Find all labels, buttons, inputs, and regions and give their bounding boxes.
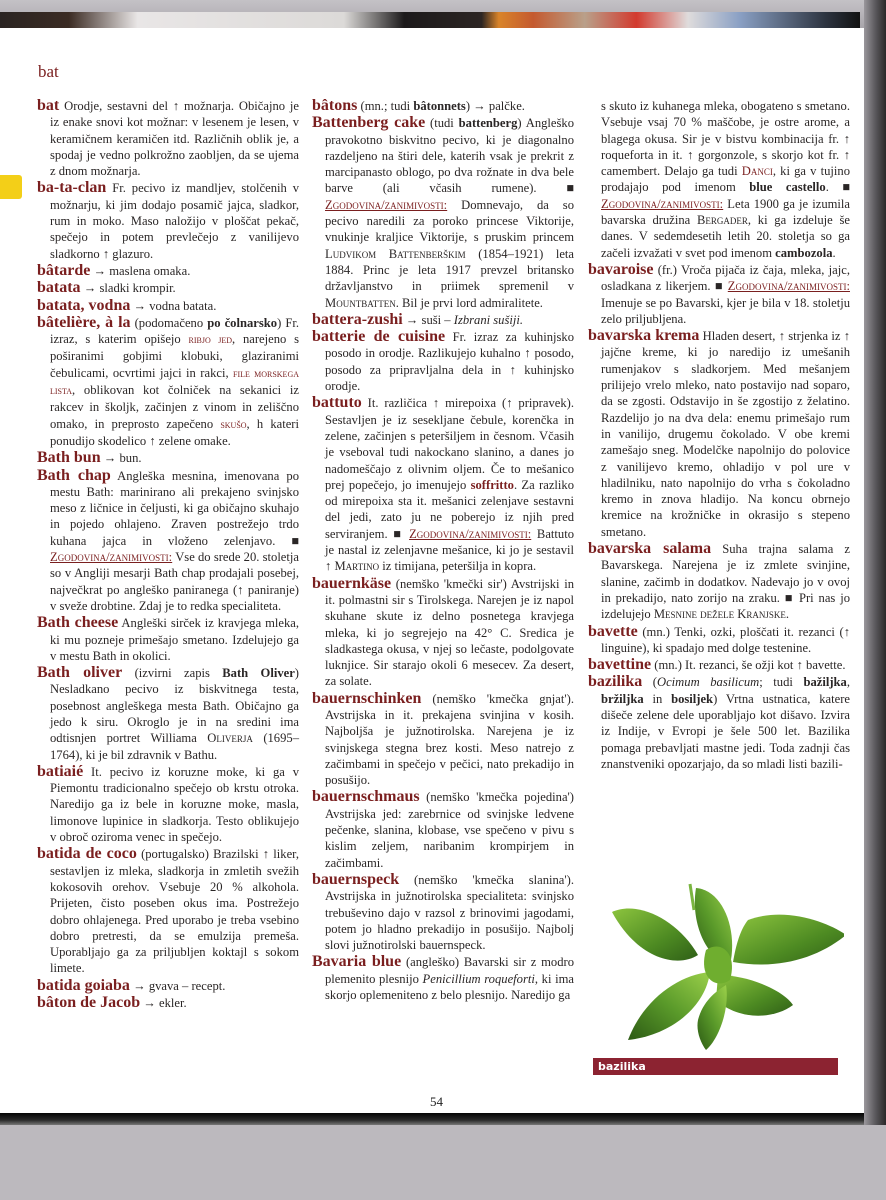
see-also-icon: ↑: [524, 346, 531, 361]
headword: bavette: [588, 622, 638, 640]
cross-reference[interactable]: ribjo jed: [188, 334, 233, 347]
bullet-icon: ■: [714, 279, 728, 294]
headword: bavaroise: [588, 260, 654, 278]
cross-reference[interactable]: bun.: [119, 451, 142, 466]
history-label: Zgodovina/zanimivosti:: [50, 550, 173, 565]
figure-caption: bazilika: [593, 1058, 838, 1075]
cross-reference[interactable]: soffritto: [470, 477, 514, 492]
cross-reference[interactable]: sladki krompir.: [99, 281, 176, 296]
see-also-icon: ↑: [102, 246, 110, 261]
entry-batata-vodna: [37, 298, 299, 314]
headword: bâtons: [312, 97, 358, 114]
entry-batida-goiaba: [37, 978, 299, 994]
bullet-icon: ■: [393, 526, 410, 541]
entry-bauernschmaus: bauernschmaus (nemško 'kmečka pojedina') Avstrijska jed: zarebrnice od svinjske ledvene pečenke, slanina, klobase, vse spečeno v pivu s kislim zeljem, naribanim krompirjem in začimbami.: [312, 788, 574, 870]
headword: bavarska krema: [588, 327, 700, 345]
headword: batida goiaba: [37, 976, 130, 994]
column-2: [312, 98, 574, 1004]
basil-leaves: [612, 884, 844, 1050]
entry-bath-oliver: Bath oliver (izvirni zapis Bath Oliver) Nesladkano pecivo iz biskvitnega testa, posebnost angleškega mesta Bath. Običajno ga jedo k siru. Okroglo je in na sredini ima odtisnjen portret Williama Oliverja (1695–1764), ki je bil zdravnik v Bathu.: [37, 664, 299, 762]
cross-reference[interactable]: gvava – recept.: [148, 978, 226, 993]
cross-reference[interactable]: file morskega lista: [50, 367, 299, 398]
headword: battera-zushi: [312, 310, 403, 328]
cross-reference[interactable]: suši –: [421, 312, 454, 327]
cross-reference[interactable]: maslena omaka.: [109, 263, 191, 278]
headword: bat: [37, 97, 60, 114]
thumb-index-tab: [0, 175, 22, 199]
arrow-icon: →: [130, 298, 150, 313]
entry-bavette: bavette (mn.) Tenki, ozki, ploščati it. rezanci (↑ linguine), ki spadajo med dolge testenine.: [588, 622, 850, 655]
entry-bath-chap: Bath chap Angleška mesnina, imenovana po mestu Bath: marinirano ali prekajeno svinjsko meso z ličnice in čeljusti, ki ga običajno skuhajo in pojedo ohlajeno. Zraven postrežejo trdo kuhana jajca in vloženo zelenjavo. ■ Zgodovina/zanimivosti: Vse do srede 20. stoletja so v Angliji mesarji Bath chap prodajali posebej, največkrat po angleško paniranega (↑ paniranje) v sveže drobtine. Zdaj je to redka specialiteta.: [37, 466, 299, 613]
book-right-edge: [864, 0, 886, 1200]
bullet-icon: ■: [842, 180, 850, 195]
history-label: Zgodovina/zanimivosti:: [727, 279, 850, 294]
bullet-icon: ■: [291, 533, 299, 548]
headword: batiaié: [37, 762, 84, 780]
see-also-icon: ↑: [778, 329, 786, 344]
headword: Bavaria blue: [312, 953, 402, 971]
entry-bavarska-krema: bavarska krema Hladen desert, ↑ strjenka iz ↑ jajčne kreme, ki jo naredijo iz umešanih rumenjakov s sladkorjem. Med mešanjem prilijejo vrelo mleko, nato postavijo nad soparo, da se zgosti. Odstavijo in še zgostijo z želatino. Razdelijo jo na dva dela: enemu primešajo rum in vanilijo, drugemu čokolado. V obe kremi zamešajo sneg. Modelčke napolnijo do polovice z vanilijevo kremo, ohladijo v pol ure v hladilniku, nato napolnijo do vrha s čokoladno kremo in znova hladijo. Na koncu obrnejo kremice na krožničke in okrasijo s stepeno smetano.: [588, 327, 851, 539]
history-label: Zgodovina/zanimivosti:: [601, 196, 724, 211]
arrow-icon: →: [140, 996, 160, 1011]
entry-bavaroise: bavaroise (fr.) Vroča pijača iz čaja, mleka, jajc, osladkana z likerjem. ■ Zgodovina/zanimivosti: Imenuje se po Bavarski, kjer je bila v 18. stoletju zelo priljubljena.: [588, 260, 850, 326]
cross-reference[interactable]: Danci: [741, 164, 773, 179]
headword: Bath cheese: [37, 614, 119, 632]
headword: Bath bun: [37, 449, 101, 467]
arrow-icon: →: [90, 263, 110, 278]
cross-reference[interactable]: skušo: [220, 418, 247, 431]
entry-batterie-de-cuisine: batterie de cuisine Fr. izraz za kuhinjsko posodo in orodje. Razlikujejo kuhalno ↑ posodo, posodo za pripravljalna dela in ↑ kuhinjsko orodje.: [312, 328, 574, 394]
entry-bazilika: bazilika (Ocimum basilicum; tudi bažiljka, bržiljka in bosiljek) Vrtna ustnatica, katere dišeče zelene dele uporabljajo kot dišavo. Izvira iz Indije, v Evropi je šele 500 let. Bazilika pomaga prebavljati mastne jedi. Toda zadnji čas znanstveniki opozarjajo, da so mladi listi bazili-: [588, 673, 851, 771]
entry-batida-de-coco: batida de coco (portugalsko) Brazilski ↑ liker, sestavljen iz mleka, sladkorja in zmletih svežih kokosovih orehov. Vsebuje 20 % alkohola. Prijeten, čisto poseben okus ima. Postrežejo dobro ohlajenega. Pred uporabo je treba vsebino dobro pretresti, da se emulzija premeša. Uporabljajo ga za priljubljen koktajl s sokom limete.: [37, 845, 299, 976]
cross-reference[interactable]: ekler.: [159, 996, 187, 1011]
arrow-icon: →: [470, 99, 489, 113]
entry-batiaie: batiaié It. pecivo iz koruzne moke, ki ga v Piemontu tradicionalno spečejo ob krstu otroka. Naredijo ga iz bele in koruzne moke, masla, limonove lupinice in sladkorja. Testo oblikujejo v obroč oziroma venec in spečejo.: [37, 762, 299, 845]
cross-reference[interactable]: vodna batata.: [149, 298, 217, 313]
entry-batata: [37, 280, 299, 296]
entry-bavaria-blue: Bavaria blue (angleško) Bavarski sir z modro plemenito plesnijo Penicillium roqueforti, ki ima skorjo oplemeniteno z belo plesnijo. Naredijo ga: [312, 953, 575, 1003]
see-also-icon: ↑: [262, 847, 270, 862]
headword: batata, vodna: [37, 296, 131, 314]
headword: bavettine: [588, 656, 652, 674]
see-also-icon: ↑: [843, 131, 850, 146]
basil-illustration: [598, 880, 844, 1072]
headword: bauernschinken: [312, 689, 422, 707]
entry-bavaria-blue-continued: s skuto iz kuhanega mleka, obogateno s smetano. Vsebuje vsaj 70 % maščobe, je ostre arome, a blagega okusa. Sir je v bistvu kombinacija fr. ↑ roqueforta in it. ↑ gorgonzole, s skorjo kot fr. ↑ camembert. Delajo ga tudi Danci, ki ga v tujino prodajajo pod imenom blue castello. ■ Zgodovina/zanimivosti: Leta 1900 ga je izumila bavarska družina Bergader, ki ga izdeluje še danes. V sedemdesetih letih 20. stoletja so ga začeli izvažati v svet pod imenom cambozola.: [601, 99, 851, 260]
see-also-icon: ↑: [506, 396, 513, 411]
headword: bauernspeck: [312, 870, 400, 888]
see-also-icon: ↑: [432, 396, 440, 411]
see-also-icon: ↑: [149, 433, 156, 448]
entry-batons: bâtons (mn.; tudi bâtonnets) → palčke.: [312, 97, 525, 114]
entry-battera-zushi: battera-zushi → suši – Izbrani sušiji.: [312, 310, 524, 328]
headword: ba-ta-clan: [37, 179, 107, 197]
headword: batterie de cuisine: [312, 328, 446, 346]
headword: battuto: [312, 394, 362, 412]
headword: bâtelière, à la: [37, 313, 131, 331]
book-bottom-edge: [0, 1113, 864, 1125]
see-also-icon: ↑: [843, 624, 850, 639]
history-label: Zgodovina/zanimivosti:: [325, 197, 448, 212]
headword: bâtarde: [37, 261, 91, 279]
entry-ba-ta-clan: ba-ta-clan Fr. pecivo iz mandljev, stolčenih v možnarju, ki jim dodajo posamič jajca, sladkor, rum in moko. Maso naložijo v ploščat pekač, spečejo in potem prevlečejo z vanilijevo sladkorno ↑ glazuro.: [37, 179, 299, 261]
see-also-icon: ↑: [687, 147, 694, 162]
entry-bauernspeck: bauernspeck (nemško 'kmečka slanina'). Avstrijska in južnotirolska specialiteta: svinjsko trebuševino dajo v razsol z brinovimi jagodami, potem jo hladno prekadijo in posušijo. Najbolj slovi južnotirolski bauernspeck.: [312, 870, 574, 953]
headword: bazilika: [588, 673, 643, 691]
see-also-icon: ↑: [172, 99, 180, 113]
see-also-icon: ↑: [237, 582, 244, 597]
cross-reference[interactable]: palčke.: [488, 99, 525, 113]
headword: batida de coco: [37, 845, 137, 863]
running-head: bat: [38, 62, 59, 81]
arrow-icon: →: [100, 451, 120, 466]
entry-bat: bat Orodje, sestavni del ↑ možnarja. Običajno je iz enake snovi kot možnar: v lesenem je lesen, v keramičnem keramičen itd. Različnih oblik je, a spodaj je vedno polkrožno zaobljen, da se ujema z dnom možnarja.: [37, 97, 300, 179]
arrow-icon: →: [402, 312, 422, 327]
entry-batarde: [37, 263, 299, 279]
arrow-icon: →: [129, 978, 149, 993]
entry-bavarska-salama: bavarska salama Suha trajna salama z Bavarskega. Narejena je iz zmlete svinjine, slanine, začimb in dodatkov. Nadevajo jo v ovoj in prekadijo, nato zorijo na zraku. ■ Pri nas jo izdelujejo Mesnine dežele Kranjske.: [588, 540, 851, 622]
entry-battuto: battuto It. različica ↑ mirepoixa (↑ pripravek). Sestavljen je iz sesekljane čebule, korenčka in zelene, začinjen s peteršiljem in česnom. Včasih je vseboval tudi nakockano slanino, a danes jo nadomeščajo z olivnim oljem. Če to mešanico prej popečejo, jo imenujejo soffritto. Za razliko od mirepoixa sta it. mešanici zelenjave sestavni del jedi, zato ju ne poberejo iz njih pred serviranjem. ■ Zgodovina/zanimivosti: Battuto je nastal iz zelenjavne mešanice, ki jo je sestavil ↑ Martino iz timijana, peteršilja in kopra.: [312, 394, 574, 574]
see-also-icon: ↑: [325, 559, 332, 574]
entry-bauernkase: bauernkäse (nemško 'kmečki sir') Avstrijski in it. polmastni sir s Tirolskega. Narejen je iz napol skuhane skute iz delno posnetega kravjega mleka, ki jo segrejejo na 42° C. Sredica je sladkastega okusa, v njej so lečaste, podolgovate luknjice. Sir starajo okoli 6 mesecev. Za desert, za solate.: [312, 574, 574, 689]
see-also-icon: ↑: [843, 329, 851, 344]
headword: bauernschmaus: [312, 788, 420, 806]
entry-bavettine: bavettine (mn.) It. rezanci, še ožji kot ↑ bavette.: [588, 656, 846, 674]
see-also-icon: ↑: [509, 362, 516, 377]
entry-battenberg-cake: Battenberg cake (tudi battenberg) Angleško pravokotno biskvitno pecivo, ki je diagonalno razdeljeno na štiri dele, katerih vsak je prekrit z marcipanasto oblogo, po dva rožnate in dva bele barve (ali včasih rumene). ■ Zgodovina/zanimivosti: Domnevajo, da so pecivo naredili za poroko princese Viktorije, vnukinje kraljice Viktorije, s pruskim princem Ludvikom Battenberškim (1854–1921) leta 1884. Princ je leta 1917 prevzel britansko državljanstvo in priimek spremenil v Mountbatten. Bil je prvi lord admiralitete.: [312, 114, 574, 310]
bullet-icon: ■: [566, 181, 574, 196]
column-3: [588, 98, 850, 773]
entry-bateliere: bâtelière, à la (podomačeno po čolnarsko) Fr. izraz, s katerim opišejo ribjo jed, narejeno s poširanimi gobjimi klobuki, glaziranimi čebulicami, ocvrtimi jajci in rakci, file morskega lista, oblikovan kot čolniček na sekanici iz rakcev in školjk, začinjen z vinom in zeliščno omako, in preprosto zapečeno skušo, h kateri ponudijo skodelico ↑ zelene omake.: [37, 313, 299, 448]
see-also-icon: ↑: [796, 658, 803, 673]
entry-bath-cheese: Bath cheese Angleški sirček iz kravjega mleka, ki mu pozneje primešajo smetano. Izdelujejo ga v mestu Bath in okolici.: [37, 614, 299, 663]
headword: batata: [37, 279, 81, 297]
headword: Battenberg cake: [312, 114, 426, 132]
history-label: Zgodovina/zanimivosti:: [409, 526, 532, 541]
see-also-icon: ↑: [843, 147, 850, 162]
column-1: [37, 98, 299, 1012]
headword: Bath oliver: [37, 664, 123, 682]
background-bottom: [0, 1125, 886, 1200]
book-top-edge: [0, 12, 860, 28]
headword: bauernkäse: [312, 574, 392, 592]
entry-baton-de-jacob: [37, 995, 299, 1011]
headword: bavarska salama: [588, 540, 712, 558]
bullet-icon: ■: [784, 590, 799, 605]
page-number: 54: [430, 1094, 443, 1109]
entry-bauernschinken: bauernschinken (nemško 'kmečka gnjat'). Avstrijska in it. prekajena svinjina v kosih. Najboljša je južnotirolska. Narejena je iz svinjskega stegna brez kosti. Meso natrejo z začimbami in spečejo v pečici, nato prekadijo in posušijo.: [312, 689, 574, 788]
arrow-icon: →: [80, 281, 100, 296]
headword: Bath chap: [37, 466, 111, 484]
entry-bath-bun: [37, 450, 299, 466]
headword: bâton de Jacob: [37, 994, 141, 1012]
